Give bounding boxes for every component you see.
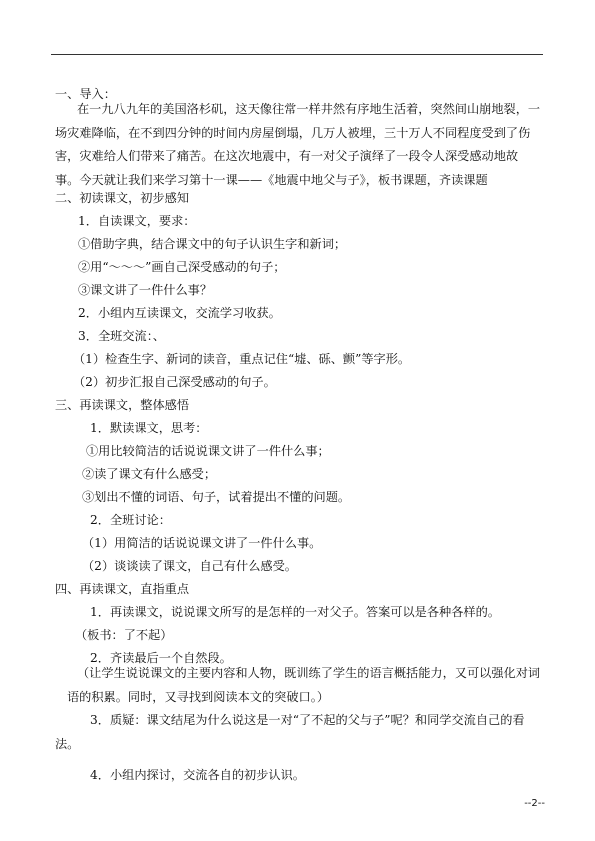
list-item: （2）谈谈读了课文，自己有什么感受。	[82, 559, 297, 573]
section-heading-key-points: 四、再读课文，直指重点	[55, 582, 190, 596]
list-item: ①用比较简洁的话说说课文讲了一件什么事；	[86, 444, 330, 458]
teaching-note-paragraph: （让学生说说课文的主要内容和人物，既训练了学生的语言概括能力，又可以强化对词语的积累。同时，又寻找到阅读本文的突破口。）	[67, 666, 541, 704]
question-paragraph: 3．质疑：课文结尾为什么说这是一对“了不起的父与子”呢？和同学交流自己的看法。	[55, 713, 525, 751]
header-rule	[51, 54, 543, 55]
list-item: 3．全班交流：、	[78, 329, 165, 343]
list-item: ②用“～～～”画自己深受感动的句子；	[78, 260, 286, 274]
list-item: 1．自读课文，要求：	[78, 214, 196, 228]
list-item: （2）初步汇报自己深受感动的句子。	[73, 375, 276, 389]
list-item: ③划出不懂的词语、句子，试着提出不懂的问题。	[82, 490, 351, 504]
list-item: 2．小组内互读课文，交流学习收获。	[78, 306, 281, 320]
list-item: ①借助字典，结合课文中的句子认识生字和新词；	[78, 237, 347, 251]
page-number: --2--	[524, 798, 545, 809]
list-item: （1）检查生字、新词的读音，重点记住“墟、砾、颤”等字形。	[73, 352, 411, 366]
list-item: 4．小组内探讨，交流各自的初步认识。	[90, 768, 305, 782]
list-item: ③课文讲了一件什么事？	[78, 283, 213, 297]
list-item: （1）用简洁的话说说课文讲了一件什么事。	[82, 536, 322, 550]
section-heading-intro: 一、导入：	[55, 87, 116, 101]
blackboard-note: （板书：了不起）	[75, 628, 173, 642]
list-item: 2．全班讨论：	[90, 513, 171, 527]
list-item: 1．再读课文，说说课文所写的是怎样的一对父子。答案可以是各种各样的。	[90, 605, 500, 619]
list-item: ②读了课文有什么感受；	[82, 467, 217, 481]
section-heading-first-reading: 二、初读课文，初步感知	[55, 191, 190, 205]
section-heading-second-reading: 三、再读课文，整体感悟	[55, 398, 190, 412]
intro-paragraph: 在一九八九年的美国洛杉矶，这天像往常一样井然有序地生活着，突然间山崩地裂，一场灾难降临，在不到四分钟的时间内房屋倒塌，几万人被埋，三十万人不同程度受到了伤害，灾难给人们带来了痛苦。在这次地震中，有一对父子演绎了一段令人深受感动地故事。今天就让我们来学习第十一课——《地震中地父与子》，板书课题，齐读课题	[55, 102, 541, 187]
list-item: 1．默读课文，思考：	[90, 421, 208, 435]
list-item: 2．齐读最后一个自然段。	[90, 651, 232, 665]
